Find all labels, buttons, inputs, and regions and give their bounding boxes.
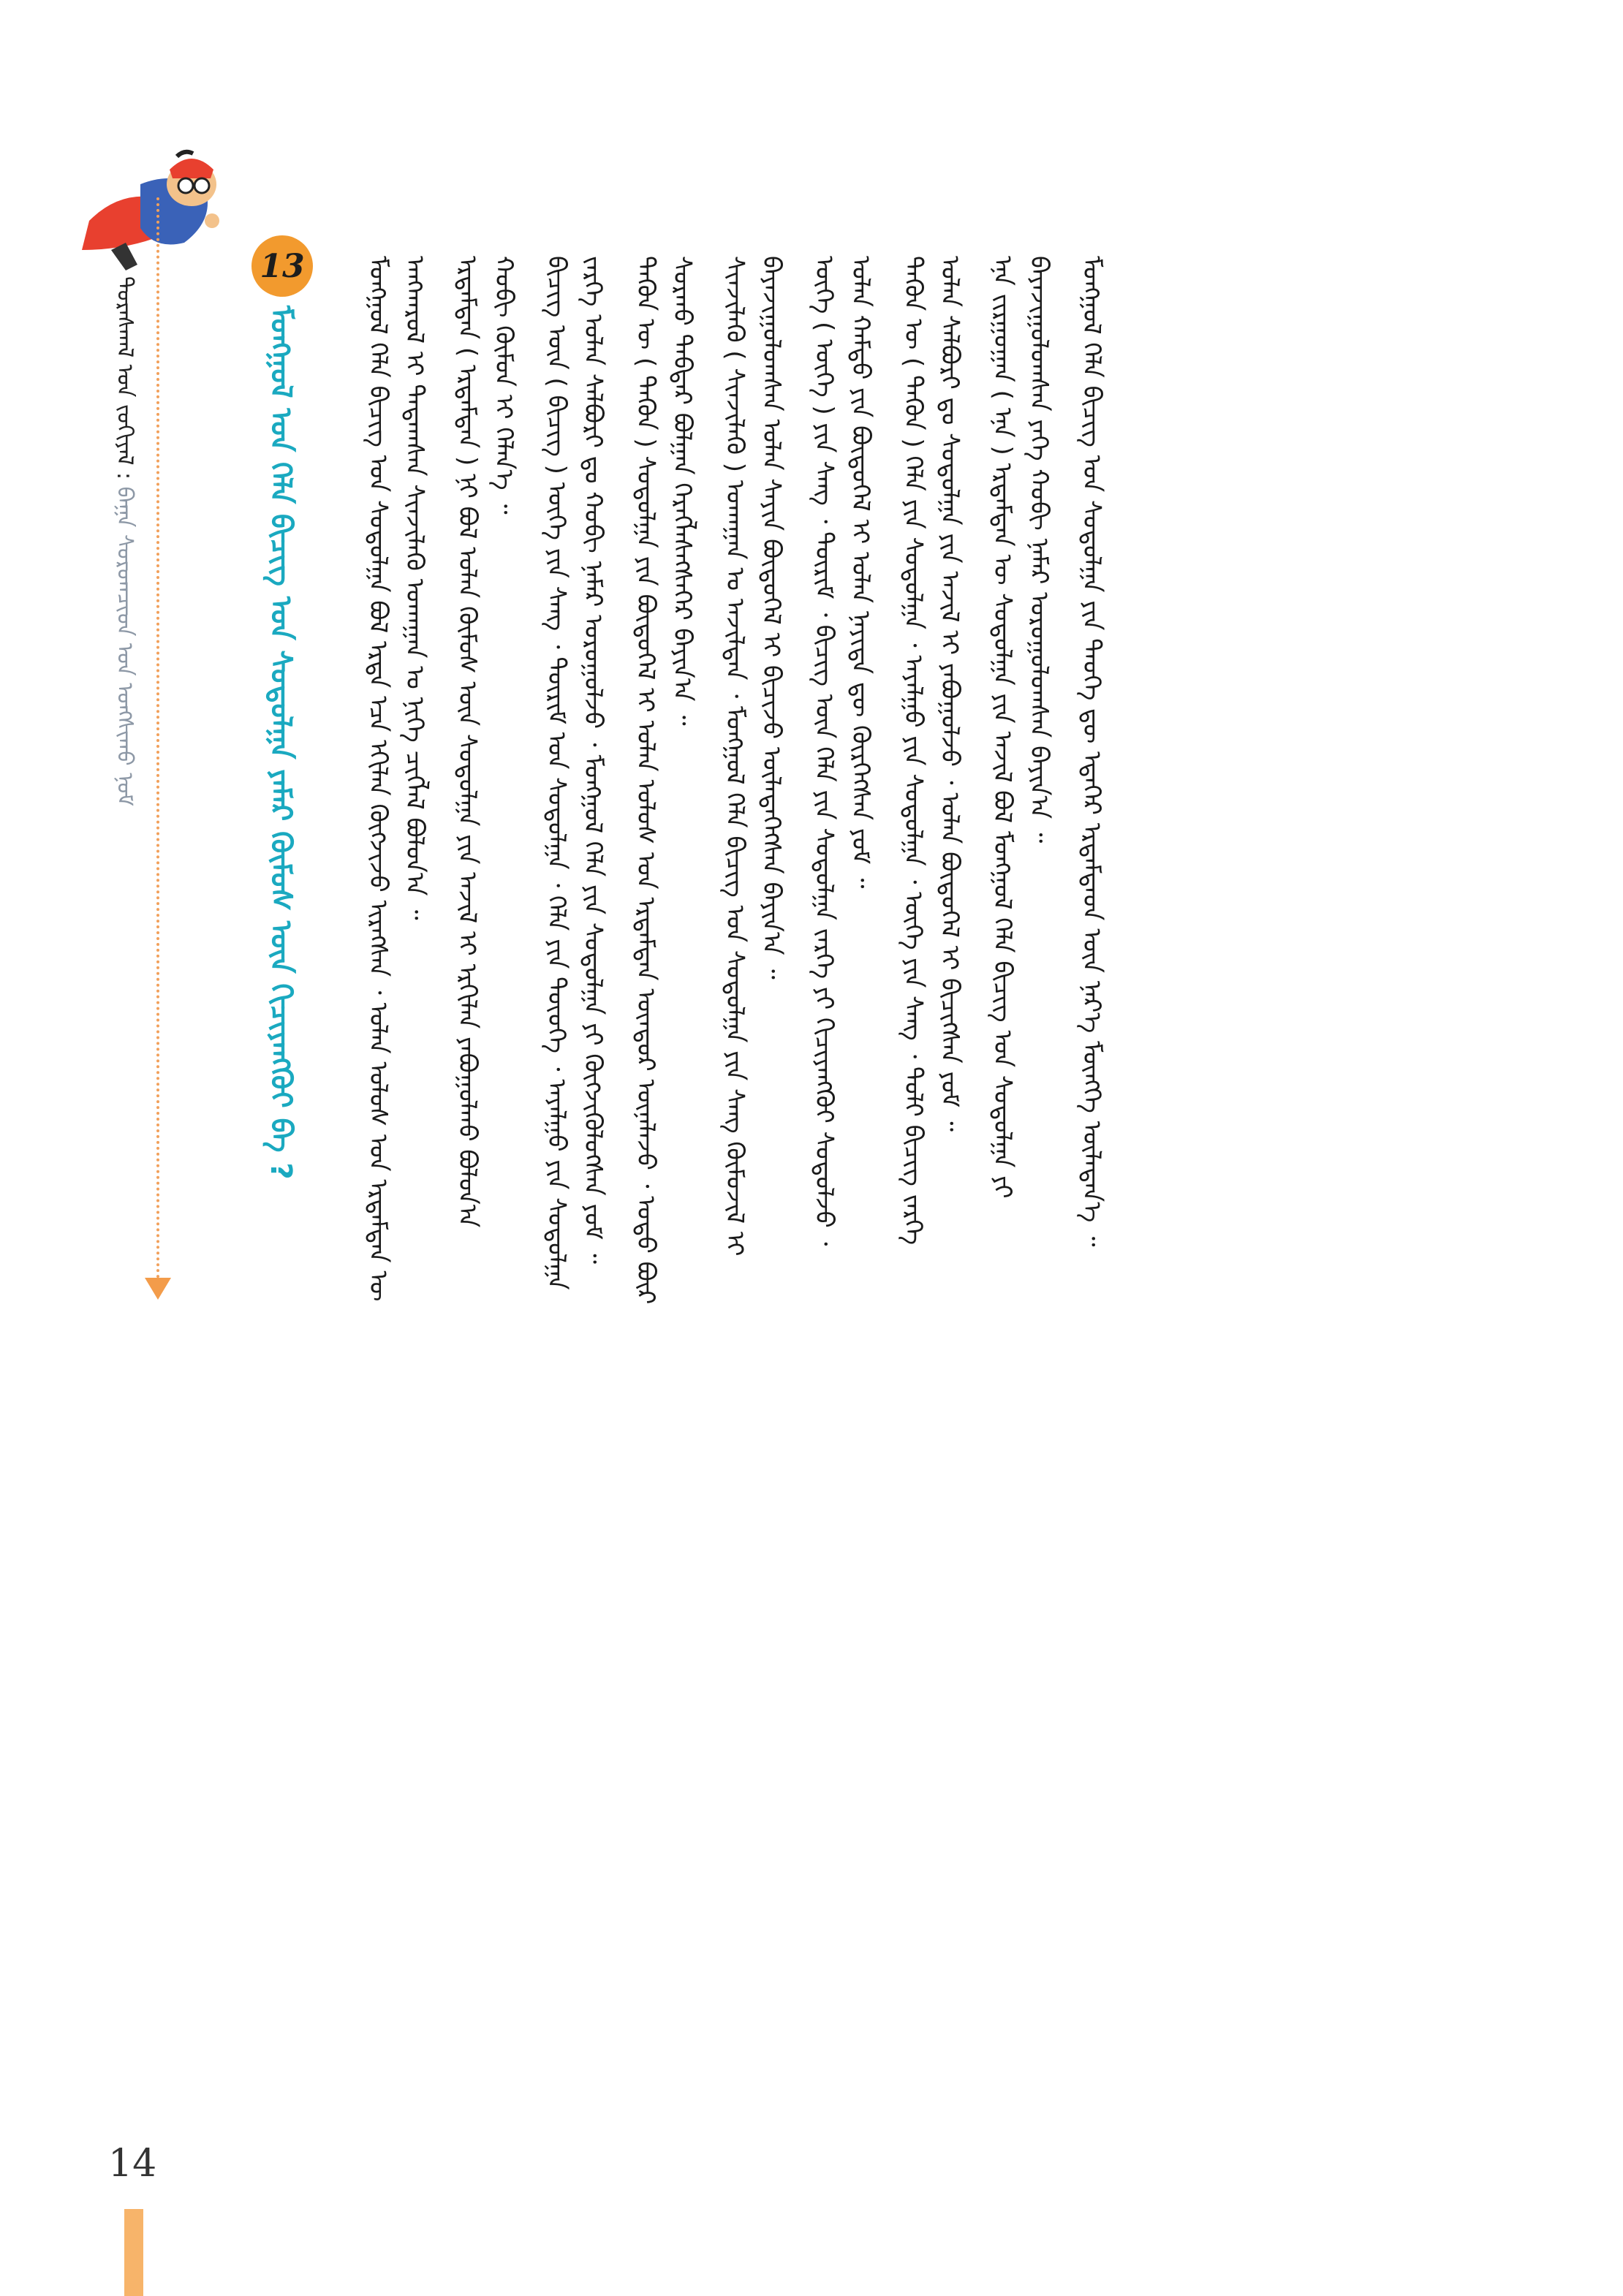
body-column: ᠲᠡᠭᠦᠨ ᠦ ( ᠲᠡᠭᠦᠨ ) ᠰᠤᠳᠤᠯᠭᠠ ᠶᠢᠨ ᠪᠦᠲᠦᠭᠡᠯ ᠢ ᠣᠯᠠᠨ ᠤᠯᠤᠰ ᠤᠨ ᠡᠷᠳᠡᠮᠲᠡᠨ ᠦᠨᠳᠦᠷ ᠦᠨᠡᠯᠡᠵᠦ ᠂ ᠣᠳᠣ ᠪᠦᠷ bbox=[631, 256, 660, 1305]
body-column: ᠣᠯᠠᠨ ᠬᠠᠮᠲᠤ ᠶᠢᠨ ᠪᠦᠲᠦᠭᠡᠯ ᠢ ᠣᠯᠠᠨ ᠨᠡᠶᠢᠲᠡ ᠳᠦ ᠬᠦᠷᠭᠡᠭᠰᠡᠨ ᠶᠤᠮ ᠃ bbox=[846, 256, 875, 889]
running-head-separator: : bbox=[112, 465, 137, 487]
body-column: ᠬᠤᠪᠢ ᠬᠦᠮᠦᠨ ᠢ ᠬᠡᠯᠡᠨ᠎ᠡ ᠃ bbox=[489, 256, 518, 515]
body-column: ᠰᠤᠷᠬᠤ ᠳᠡᠪᠲᠡᠷ ᠪᠣᠯᠭᠠᠨ ᠬᠡᠷᠡᠭᠯᠡᠰᠡᠭᠰᠡᠭᠡᠷ ᠪᠠᠶᠢᠨ᠎ᠠ ᠃ bbox=[667, 256, 697, 726]
body-column: ᠠᠩᠬᠠᠷᠤᠯ ᠢ ᠲᠠᠲᠠᠭᠰᠠᠨ ᠰᠢᠨᠵᠢᠯᠡᠬᠦ ᠤᠬᠠᠭᠠᠨ ᠤ ᠨᠢᠭᠡ ᠴᠢᠭᠯᠡᠯ ᠪᠣᠯᠤᠨ᠎ᠠ ᠃ bbox=[400, 256, 429, 920]
question-number-badge: 13 bbox=[251, 235, 313, 297]
flying-boy-mascot-illustration bbox=[67, 140, 221, 279]
body-column: ᠪᠠᠶᠠᠵᠢᠭᠤᠯᠤᠭᠰᠠᠨ ᠶᠡᠬᠡ ᠬᠤᠪᠢ ᠨᠡᠮᠡᠷ ᠣᠷᠣᠭᠤᠯᠤᠭᠰᠠᠨ ᠪᠠᠶᠢᠨ᠎ᠠ ᠃ bbox=[1024, 256, 1053, 844]
body-column: ᠣᠯᠠᠨ ᠰᠠᠯᠪᠤᠷᠢ ᠳᠤ ᠰᠤᠳᠤᠯᠭᠠ ᠶᠢᠨ ᠠᠵᠢᠯ ᠢ ᠶᠠᠪᠤᠭᠤᠯᠵᠤ ᠂ ᠣᠯᠠᠨ ᠪᠦᠲᠦᠭᠡᠯ ᠢ ᠪᠢᠴᠢᠭᠰᠡᠨ ᠶᠤᠮ ᠃ bbox=[935, 256, 964, 1132]
header-triangle-marker bbox=[145, 1278, 171, 1300]
running-head bbox=[110, 276, 139, 1263]
running-head-subtitle: ᠪᠠᠭᠠ ᠰᠤᠷᠤᠭᠴᠢᠳ ᠤᠨ ᠤᠩᠰᠢᠬᠤ ᠨᠣᠮ bbox=[112, 486, 137, 806]
header-dotted-divider bbox=[156, 197, 159, 1279]
body-column: ᠪᠠᠶᠠᠵᠢᠭᠤᠯᠤᠭᠰᠠᠨ ᠣᠯᠠᠨ ᠰᠠᠶᠢᠨ ᠪᠦᠲᠦᠭᠡᠯ ᠢ ᠪᠢᠴᠢᠵᠦ ᠦᠯᠡᠳᠡᠭᠡᠭᠰᠡᠨ ᠪᠠᠶᠢᠨ᠎ᠠ ᠃ bbox=[757, 256, 786, 980]
page-number: 14 bbox=[108, 2142, 157, 2186]
body-column: ᠡᠷᠳᠡᠮᠲᠡᠨ ( ᠡᠷᠳᠡᠮᠲᠡᠨ ) ᠨᠢ ᠪᠣᠯ ᠣᠯᠠᠨ ᠬᠦᠮᠦᠰ ᠦᠨ ᠰᠤᠳᠤᠯᠭᠠ ᠶᠢᠨ ᠠᠵᠢᠯ ᠢ ᠡᠷᠬᠢᠯᠡᠨ ᠶᠠᠪᠤᠭᠤᠯᠬᠤ ᠪᠣᠯᠤᠨ᠎ᠠ bbox=[453, 256, 482, 1228]
body-text bbox=[344, 256, 1110, 2178]
body-column: ᠦᠭᠡ ( ᠦᠭᠡ ) ᠶᠢᠨ ᠰᠠᠩ ᠂ ᠳᠦᠷᠢᠮ ᠂ ᠪᠢᠴᠢᠭ ᠦᠨ ᠬᠡᠯᠡ ᠶᠢᠨ ᠰᠤᠳᠤᠯᠭᠠ ᠵᠡᠷᠭᠡ ᠶᠢ ᠬᠢᠴᠢᠶᠡᠩᠭᠦᠢ ᠰᠤᠳᠤᠯᠵᠤ ᠂ bbox=[809, 256, 839, 1246]
body-column: ᠰᠢᠨᠵᠢᠯᠡᠬᠦ ( ᠰᠢᠨᠵᠢᠯᠡᠬᠦ ) ᠤᠬᠠᠭᠠᠨ ᠤ ᠠᠵᠢᠯᠲᠠᠨ ᠂ ᠮᠣᠩᠭᠣᠯ ᠬᠡᠯᠡ ᠪᠢᠴᠢᠭ ᠤᠨ ᠰᠤᠳᠤᠯᠭᠠ ᠶᠢᠨ ᠰᠠᠩ ᠬᠦᠮᠦᠵᠢᠯ ᠢ bbox=[720, 256, 749, 1257]
question-title: ᠮᠣᠩᠭᠣᠯ ᠤᠨ ᠬᠡᠯᠡ ᠪᠢᠴᠢᠭ ᠤᠨ ᠰᠤᠳᠤᠯᠭᠠ ᠶᠠᠮᠠᠷ ᠬᠦᠮᠦᠰ ᠦᠨ ᠬᠢᠴᠢᠶᠡᠩᠭᠦᠢ ᠪᠡ ? bbox=[264, 306, 298, 1180]
running-head-title: ᠳᠤᠷᠠᠰᠬᠠᠯ ᠤᠨ ᠵᠤᠬᠢᠶᠠᠯ bbox=[112, 276, 137, 466]
body-column: ᠮᠣᠩᠭᠣᠯ ᠬᠡᠯᠡ ᠪᠢᠴᠢᠭ ᠤᠨ ᠰᠤᠳᠤᠯᠭᠠ ᠪᠣᠯ ᠡᠷᠲᠡ ᠡᠴᠡ ᠡᠬᠢᠯᠡᠨ ᠬᠦᠭᠵᠢᠵᠦ ᠢᠷᠡᠭᠰᠡᠨ ᠂ ᠣᠯᠠᠨ ᠤᠯᠤᠰ ᠤᠨ ᠡᠷᠳᠡᠮᠲᠡᠨ ᠦ bbox=[363, 256, 393, 1302]
body-column: ᠪᠢᠴᠢᠭ ᠦᠨ ( ᠪᠢᠴᠢᠭ ) ᠦᠭᠡ ᠶᠢᠨ ᠰᠠᠩ ᠂ ᠳᠦᠷᠢᠮ ᠤᠨ ᠰᠤᠳᠤᠯᠭᠠ ᠂ ᠬᠡᠯᠡ ᠶᠢᠨ ᠲᠦᠦᠬᠡ ᠂ ᠠᠶᠠᠯᠭᠤ ᠶᠢᠨ ᠰᠤᠳᠤᠯᠭᠠ bbox=[542, 256, 571, 1290]
page-edge-tab bbox=[124, 2209, 143, 2296]
body-column: ᠮᠣᠩᠭᠣᠯ ᠬᠡᠯᠡ ᠪᠢᠴᠢᠭ ᠤᠨ ᠰᠤᠳᠤᠯᠭᠠ ᠶᠢᠨ ᠲᠡᠦᠬᠡ ᠳᠦ ᠡᠳᠡᠭᠡᠷ ᠡᠷᠳᠡᠮᠲᠡᠳ ᠦᠨ ᠨᠡᠷ᠎ᠡ ᠮᠥᠩᠬᠡ ᠦᠯᠡᠳᠡᠨ᠎ᠡ ᠃ bbox=[1077, 256, 1106, 1247]
body-column: ᠡᠨᠡ ᠵᠢᠷᠭᠤᠭᠠᠨ ( ᠡᠨᠡ ) ᠡᠷᠳᠡᠮᠲᠡᠨ ᠦ ᠰᠤᠳᠤᠯᠭᠠ ᠶᠢᠨ ᠠᠵᠢᠯ ᠪᠣᠯ ᠮᠣᠩᠭᠣᠯ ᠬᠡᠯᠡ ᠪᠢᠴᠢᠭ ᠤᠨ ᠰᠤᠳᠤᠯᠭᠠ ᠶᠢ bbox=[988, 256, 1017, 1199]
body-column: ᠲᠡᠭᠦᠨ ᠦ ( ᠲᠡᠭᠦᠨ ) ᠬᠡᠯᠡ ᠶᠢᠨ ᠰᠤᠳᠤᠯᠭᠠ ᠂ ᠠᠶᠠᠯᠭᠤ ᠶᠢᠨ ᠰᠤᠳᠤᠯᠭᠠ ᠂ ᠦᠭᠡ ᠶᠢᠨ ᠰᠠᠩ ᠂ ᠲᠤᠯᠢ ᠪᠢᠴᠢᠭ ᠵᠡᠷᠭᠡ bbox=[898, 256, 928, 1246]
body-column: ᠵᠡᠷᠭᠡ ᠣᠯᠠᠨ ᠰᠠᠯᠪᠤᠷᠢ ᠳᠤ ᠬᠤᠪᠢ ᠨᠡᠮᠡᠷ ᠣᠷᠣᠭᠤᠯᠵᠤ ᠂ ᠮᠣᠩᠭᠣᠯ ᠬᠡᠯᠡ ᠶᠢᠨ ᠰᠤᠳᠤᠯᠭᠠ ᠶᠢ ᠬᠦᠭᠵᠢᠭᠦᠯᠦᠭᠰᠡᠨ ᠶᠤᠮ ᠃ bbox=[578, 256, 608, 1265]
